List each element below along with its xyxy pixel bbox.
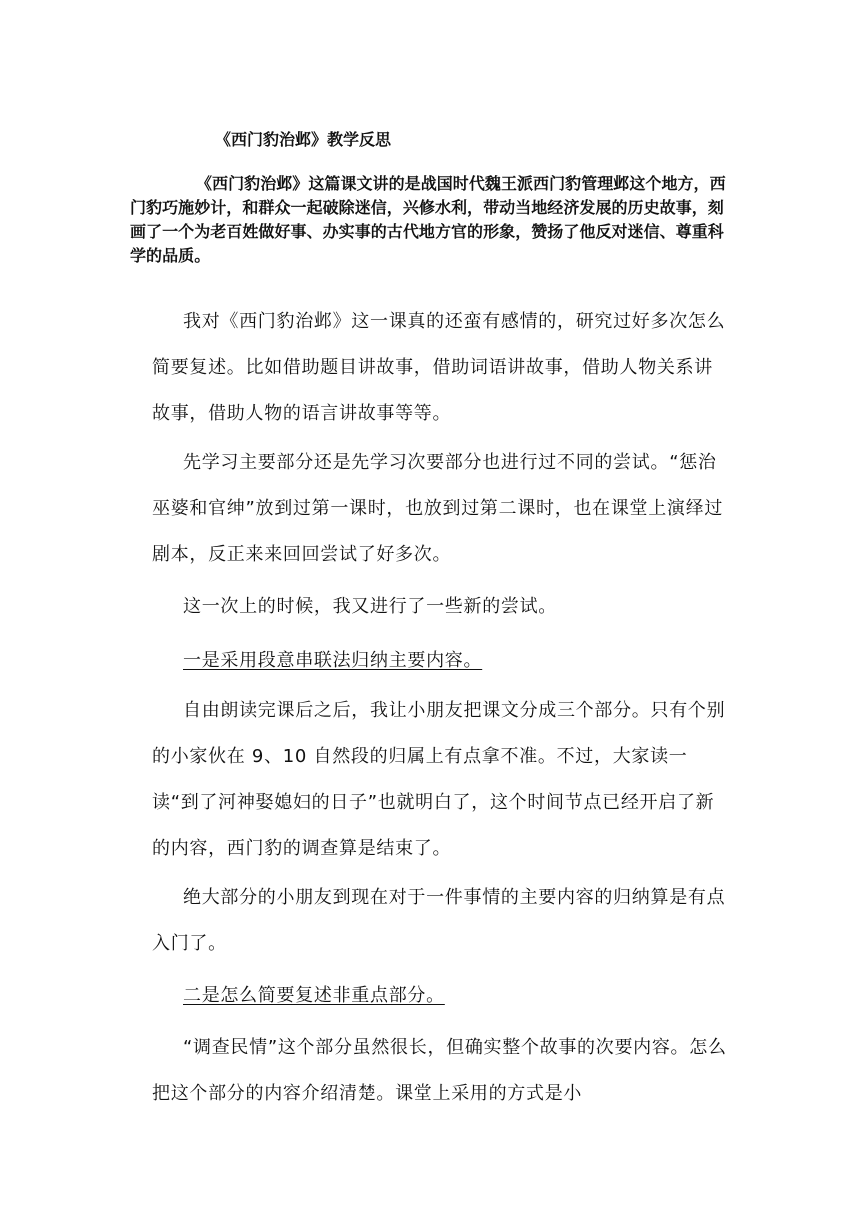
body-paragraph-3: 这一次上的时候，我又进行了一些新的尝试。	[183, 596, 557, 617]
body-paragraph-2: 先学习主要部分还是先学习次要部分也进行过不同的尝试。“惩治巫婆和官绅”放到过第一课时，也放到过第二课时，也在课堂上演绎过剧本，反正来来回回尝试了好多次。	[152, 452, 724, 565]
document-title: 《西门豹治邺》教学反思	[215, 129, 392, 149]
body-paragraph-4: 自由朗读完课后之后，我让小朋友把课文分成三个部分。只有个别的小家伙在 9、10 自然段的归属上有点拿不准。不过，大家读一读“到了河神娶媳妇的日子”也就明白了，这个时间节点已经开启了新的内容，西门豹的调查算是结束了。	[152, 700, 726, 859]
section-heading-1: 一是采用段意串联法归纳主要内容。	[183, 650, 483, 671]
body-paragraph-6: “调查民情”这个部分虽然很长，但确实整个故事的次要内容。怎么把这个部分的内容介绍清楚。课堂上采用的方式是小	[152, 1037, 727, 1104]
body-paragraph-1: 我对《西门豹治邺》这一课真的还蛮有感情的，研究过好多次怎么简要复述。比如借助题目讲故事，借助词语讲故事，借助人物关系讲故事，借助人物的语言讲故事等等。	[152, 311, 726, 424]
intro-paragraph: 《西门豹治邺》这篇课文讲的是战国时代魏王派西门豹管理邺这个地方，西门豹巧施妙计，和群众一起破除迷信，兴修水利，带动当地经济发展的历史故事，刻画了一个为老百姓做好事、办实事的古代地方官的形象，赞扬了他反对迷信、尊重科学的品质。	[130, 174, 726, 265]
section-heading-2: 二是怎么简要复述非重点部分。	[183, 985, 445, 1006]
body-paragraph-5: 绝大部分的小朋友到现在对于一件事情的主要内容的归纳算是有点入门了。	[152, 887, 726, 954]
